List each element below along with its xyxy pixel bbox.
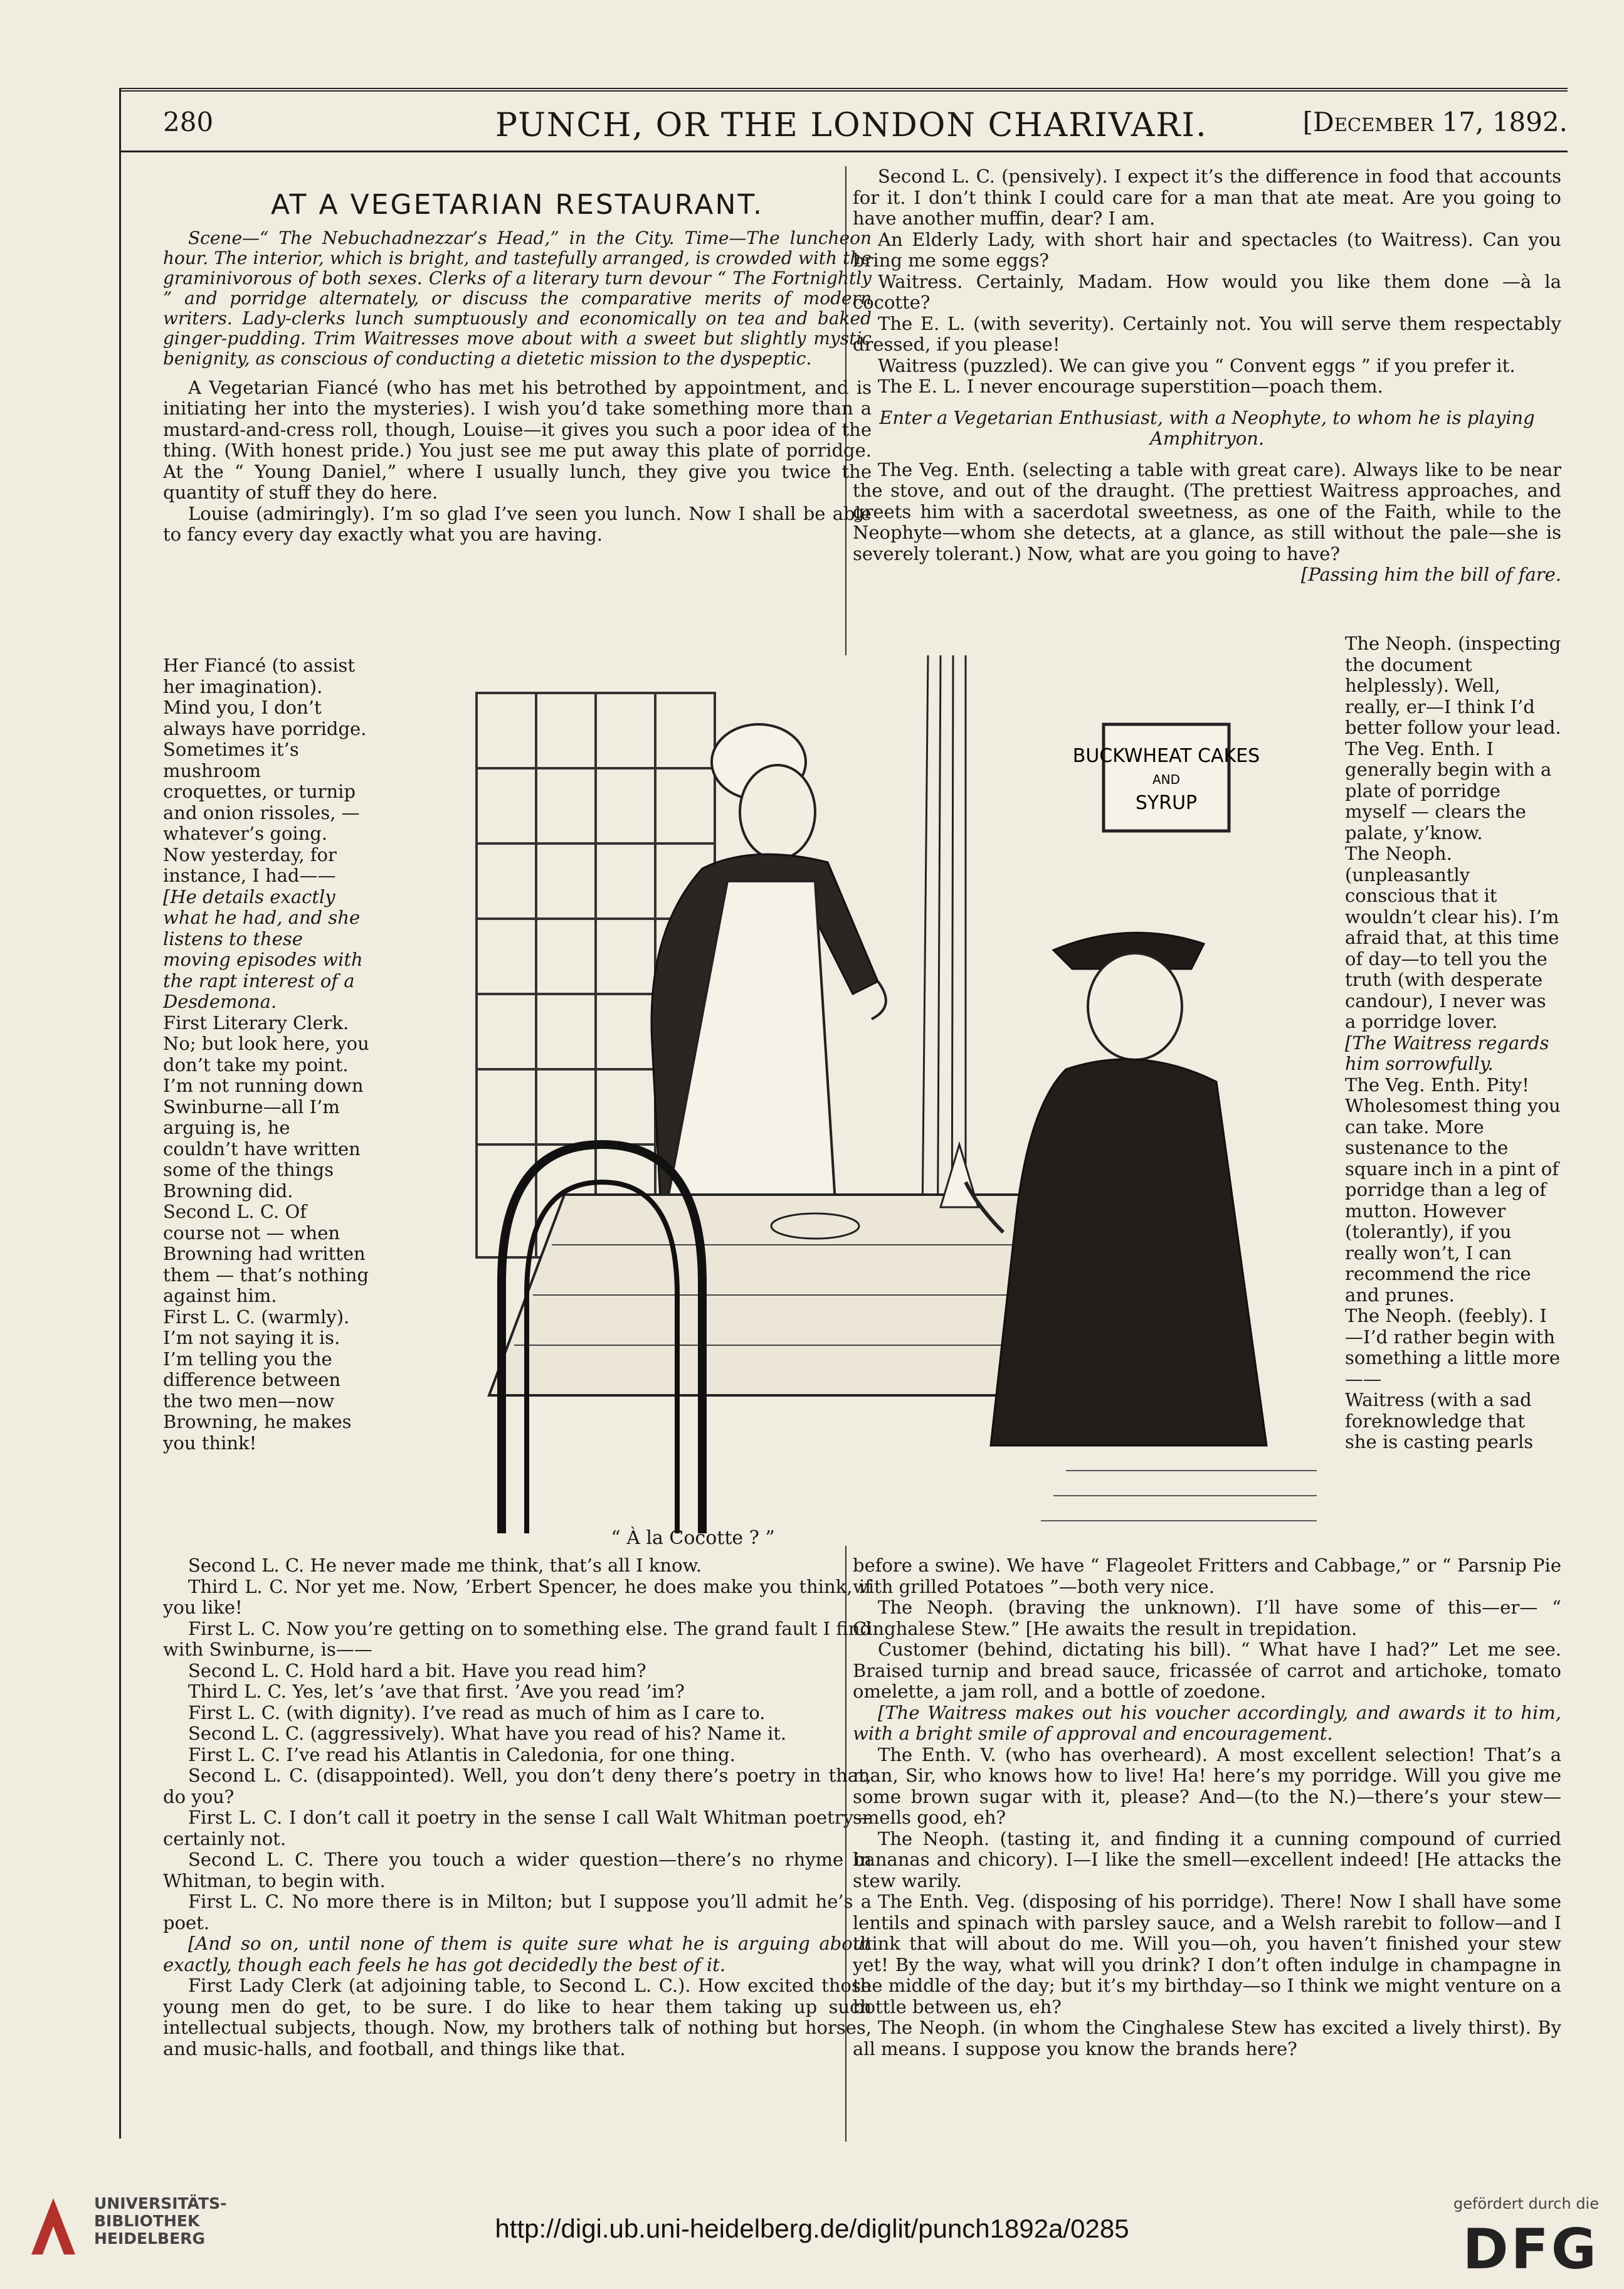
paragraph: The Neoph. (tasting it, and finding it a cunning compound of curried bananas and chicory). I—I like the smell—excellent indeed! [He attacks the stew warily. xyxy=(853,1827,1561,1891)
paragraph: Third L. C. Nor yet me. Now, ’Erbert Spencer, he does make you think, if you like! xyxy=(163,1575,872,1618)
paragraph: Louise (admiringly). I’m so glad I’ve seen you lunch. Now I shall be able to fancy every day exactly what you are having. xyxy=(163,502,872,545)
stage-direction: [The Waitress regards him sorrowfully. xyxy=(1345,1032,1549,1074)
right-lower-column xyxy=(853,1555,1561,2059)
paragraph: Second L. C. (disappointed). Well, you don’t deny there’s poetry in that, do you? xyxy=(163,1765,872,1807)
paragraph: The Neoph. (in whom the Cinghalese Stew has excited a lively thirst). By all means. I suppose you know the brands here? xyxy=(853,2017,1561,2059)
page-number: 280 xyxy=(163,107,214,137)
paragraph: The Enth. V. (who has overheard). A most excellent selection! That’s a man, Sir, who knows how to live! Ha! here’s my porridge. Will you give me some brown sugar with it, please? And—(to the N.)—there’s your stew—smells good, eh? xyxy=(853,1743,1561,1828)
paragraph: Second L. C. There you touch a wider question—there’s no rhyme in Whitman, to begin with. xyxy=(163,1849,872,1891)
restaurant-illustration xyxy=(376,655,1342,1546)
left-narrow-column xyxy=(163,655,370,1454)
stage-direction: Enter a Vegetarian Enthusiast, with a Neophyte, to whom he is playing Amphitryon. xyxy=(879,406,1535,449)
stage-direction: [The Waitress makes out his voucher accordingly, and awards it to him, with a bright smile of approval and encouragement. xyxy=(853,1701,1561,1744)
paragraph: First L. C. (with dignity). I’ve read as much of him as I care to. xyxy=(188,1701,766,1723)
paragraph: Her Fiancé (to assist her imagination). Mind you, I don’t always have porridge. Sometimes it’s mushroom croquettes, or turnip and onion rissoles, — whatever’s going. Now yesterday, for instance, I had—— xyxy=(163,655,367,886)
paragraph: The Enth. Veg. (disposing of his porridge). There! Now I shall have some lentils and spinach with parsley sauce, and a Welsh rarebit to follow—and I think that will about do me. Will you—oh, you haven’t finished your stew yet! By the way, what will you drink? I don’t often indulge in champagne in the middle of the day; but it’s my birthday—so I think we might venture on a bottle between us, eh? xyxy=(853,1891,1561,2017)
paragraph: First L. C. (warmly). I’m not saying it is. I’m telling you the difference between the two men—now Browning, he makes you think! xyxy=(163,1306,352,1454)
paragraph: Customer (behind, dictating his bill). “ What have I had?” Let me see. Braised turnip and bread sauce, fricassée of carrot and artichoke, tomato omelette, a jam roll, and a bottle of zoedone. xyxy=(853,1639,1561,1702)
article-title: AT A VEGETARIAN RESTAURANT. xyxy=(270,189,764,221)
paragraph: The Veg. Enth. (selecting a table with great care). Always like to be near the stove, and out of the draught. (The prettiest Waitress approaches, and greets him with a sacerdotal sweetness, as one of the Faith, while to the Neophyte—whom she detects, at a glance, as still without the pale—she is severely tolerant.) Now, what are you going to have? xyxy=(853,458,1561,564)
left-lower-column xyxy=(163,1555,872,2059)
paragraph: Third L. C. Yes, let’s ’ave that first. ’Ave you read ’im? xyxy=(188,1681,685,1702)
paragraph: The Neoph. (unpleasantly conscious that it wouldn’t clear his). I’m afraid that, at this time of day—to tell you the truth (with desperate candour), I never was a porridge lover. xyxy=(1345,843,1559,1032)
sign-text: AND xyxy=(1152,772,1181,787)
paragraph: First L. C. I don’t call it poetry in the sense I call Walt Whitman poetry—certainly not. xyxy=(163,1807,872,1849)
right-column xyxy=(853,166,1561,586)
library-line: BIBLIOTHEK xyxy=(94,2212,200,2230)
left-column xyxy=(163,182,872,546)
paragraph: First Lady Clerk (at adjoining table, to Second L. C.). How excited those young men do get, to be sure. I do like to hear them taking up such intellectual subjects, though. Now, my brothers talk of nothing but horses, and music-halls, and football, and things like that. xyxy=(163,1975,872,2059)
left-border xyxy=(119,88,121,2138)
library-line: HEIDELBERG xyxy=(94,2229,205,2248)
paragraph: Second L. C. Of course not — when Browning had written them — that’s nothing against him. xyxy=(163,1201,369,1306)
publication-title: PUNCH, OR THE LONDON CHARIVARI. xyxy=(495,107,1208,144)
paragraph: Second L. C. He never made me think, that’s all I know. xyxy=(188,1555,702,1576)
page-header xyxy=(119,107,1568,157)
paragraph: Waitress. Certainly, Madam. How would you like them done —à la cocotte? xyxy=(853,270,1561,313)
source-url-link[interactable]: http://digi.ub.uni-heidelberg.de/diglit/punch1892a/0285 xyxy=(495,2214,1129,2243)
illustration-caption: “ À la Cocotte ? ” xyxy=(611,1527,775,1549)
scene-paragraph: Scene—“ The Nebuchadnezzar’s Head,” in the City. Time—The luncheon hour. The interior, which is bright, and tastefully arranged, is crowded with the graminivorous of both sexes. Clerks of a literary turn devour “ The Fortnightly ” and porridge alternately, or discuss the comparative merits of modern writers. Lady-clerks lunch sumptuously and economically on tea and baked ginger-pudding. Trim Waitresses move about with a sweet but slightly mystic benignity, as conscious of conducting a dietetic mission to the dyspeptic. xyxy=(163,227,872,369)
stage-direction: [Passing him the bill of fare. xyxy=(1301,564,1561,585)
funding-label: gefördert durch die xyxy=(1453,2195,1599,2212)
sign-text: SYRUP xyxy=(1135,792,1198,814)
paragraph: The Neoph. (braving the unknown). I’ll have some of this—er— “ Cinghalese Stew.” [He awaits the result in trepidation. xyxy=(853,1597,1561,1639)
paragraph: The Veg. Enth. I generally begin with a plate of porridge myself — clears the palate, y’know. xyxy=(1345,737,1552,843)
paragraph: Second L. C. Hold hard a bit. Have you read him? xyxy=(188,1659,646,1681)
top-rule xyxy=(119,88,1568,92)
newspaper-page xyxy=(119,88,1568,2138)
paragraph: A Vegetarian Fiancé (who has met his betrothed by appointment, and is initiating her into the mysteries). I wish you’d take something more than a mustard-and-cress roll, though, Louise—it gives you such a poor idea of the thing. (With honest pride.) You just see me put away this plate of porridge. At the “ Young Daniel,” where I usually lunch, they give you twice the quantity of stuff they do here. xyxy=(163,376,872,503)
sign-text: BUCKWHEAT CAKES xyxy=(1072,745,1260,767)
paragraph: Waitress (with a sad foreknowledge that she is casting pearls xyxy=(1345,1389,1534,1452)
paragraph: First L. C. No more there is in Milton; but I suppose you’ll admit he’s a poet. xyxy=(163,1891,872,1933)
paragraph: The E. L. (with severity). Certainly not. You will serve them respectably dressed, if you please! xyxy=(853,312,1561,355)
paragraph: Second L. C. (aggressively). What have you read of his? Name it. xyxy=(188,1723,787,1744)
paragraph: An Elderly Lady, with short hair and spectacles (to Waitress). Can you bring me some eggs? xyxy=(853,228,1561,271)
stage-direction: [And so on, until none of them is quite sure what he is arguing about exactly, though each feels he has got decidedly the best of it. xyxy=(163,1933,872,1975)
right-narrow-column xyxy=(1345,633,1561,1453)
paragraph: The Neoph. (inspecting the document helplessly). Well, really, er—I think I’d better follow your lead. xyxy=(1345,633,1561,738)
header-rule xyxy=(119,151,1568,152)
library-line: UNIVERSITÄTS- xyxy=(94,2194,227,2212)
paragraph: Second L. C. (pensively). I expect it’s the difference in food that accounts for it. I don’t think I could care for a man that ate meat. Are you going to have another muffin, dear? I am. xyxy=(853,166,1561,229)
digitization-footer xyxy=(0,2176,1624,2289)
dfg-logo: DFG xyxy=(1462,2217,1599,2281)
stage-direction: [He details exactly what he had, and she listens to these moving episodes with the rapt interest of a Desdemona. xyxy=(163,885,363,1012)
paragraph: First L. C. I’ve read his Atlantis in Caledonia, for one thing. xyxy=(188,1743,736,1765)
paragraph: First Literary Clerk. No; but look here, you don’t take my point. I’m not running down Swinburne—all I’m arguing is, he couldn’t have written some of the things Browning did. xyxy=(163,1012,369,1202)
paragraph: First L. C. Now you’re getting on to something else. The grand fault I find with Swinburne, is—— xyxy=(163,1617,872,1660)
paragraph: The Veg. Enth. Pity! Wholesomest thing you can take. More sustenance to the square inch in a pint of porridge than a leg of mutton. However (tolerantly), if you really won’t, I can recommend the rice and prunes. xyxy=(1345,1074,1561,1306)
paragraph: before a swine). We have “ Flageolet Fritters and Cabbage,” or “ Parsnip Pie with grilled Potatoes ”—both very nice. xyxy=(853,1555,1561,1597)
paragraph: Waitress (puzzled). We can give you “ Convent eggs ” if you prefer it. xyxy=(878,354,1516,376)
issue-date: [December 17, 1892. xyxy=(1302,107,1568,137)
paragraph: The E. L. I never encourage superstition—poach them. xyxy=(878,376,1383,397)
paragraph: The Neoph. (feebly). I—I’d rather begin with something a little more—— xyxy=(1345,1305,1561,1390)
